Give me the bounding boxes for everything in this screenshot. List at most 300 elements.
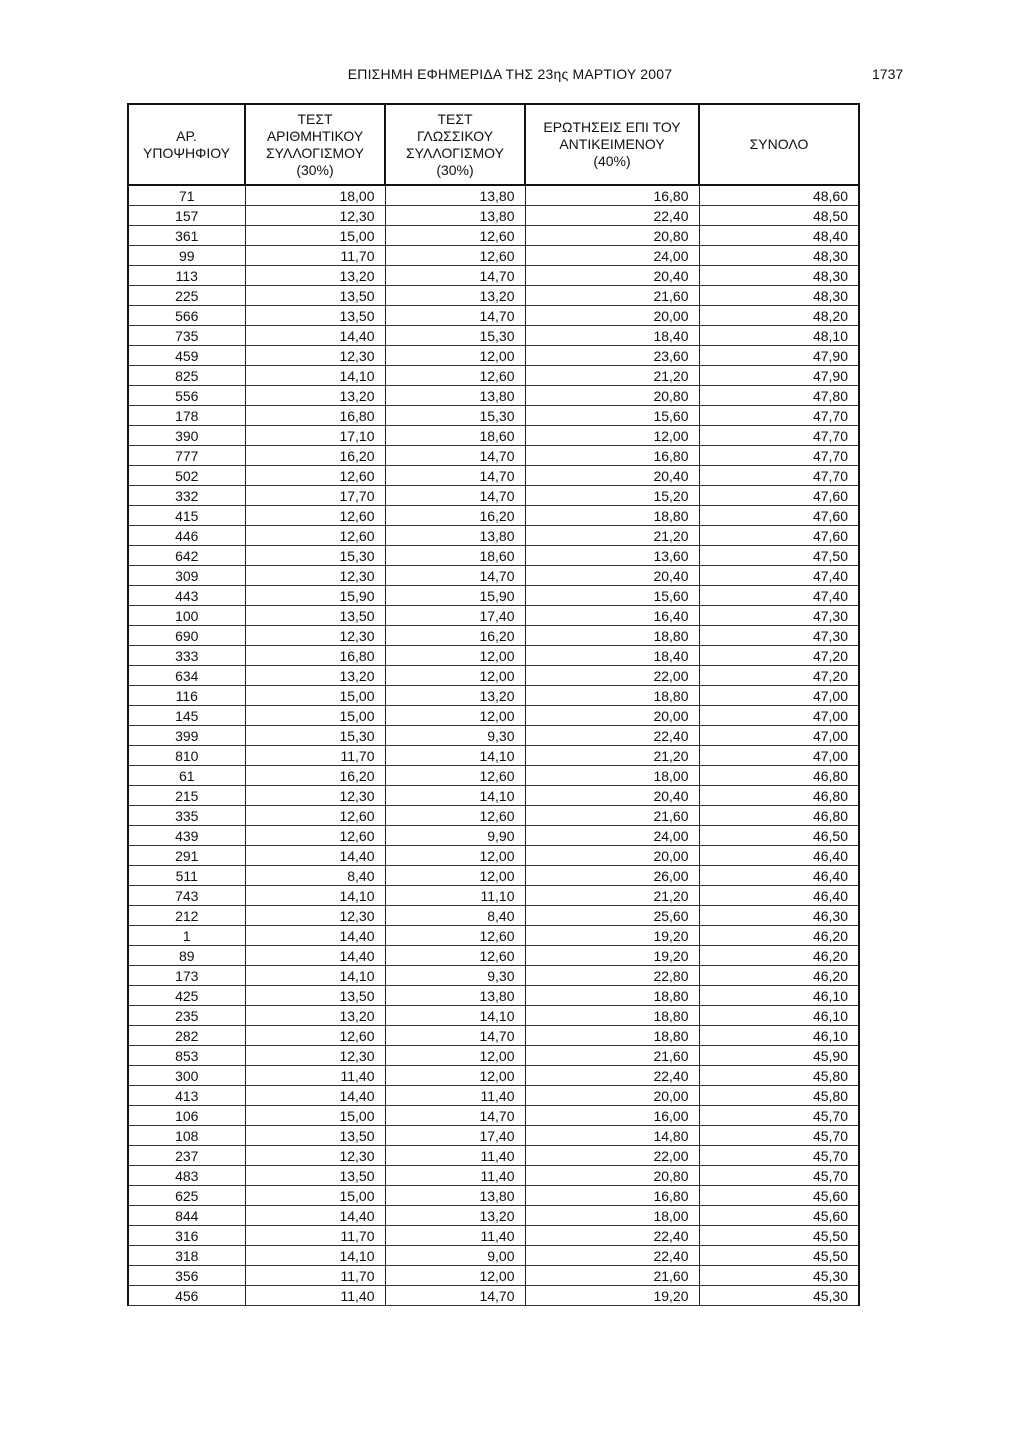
cell-candidate-number: 215 bbox=[128, 786, 245, 806]
table-row bbox=[128, 846, 859, 866]
cell-total-score: 46,50 bbox=[699, 826, 859, 846]
cell-numerical-score: 17,10 bbox=[245, 426, 385, 446]
cell-candidate-number: 356 bbox=[128, 1266, 245, 1286]
cell-verbal-score: 12,60 bbox=[385, 926, 525, 946]
cell-total-score: 48,30 bbox=[699, 246, 859, 266]
cell-numerical-score: 16,80 bbox=[245, 646, 385, 666]
cell-candidate-number: 483 bbox=[128, 1166, 245, 1186]
cell-candidate-number: 690 bbox=[128, 626, 245, 646]
cell-total-score: 47,40 bbox=[699, 586, 859, 606]
cell-subject-score: 20,40 bbox=[525, 466, 699, 486]
cell-subject-score: 22,00 bbox=[525, 666, 699, 686]
cell-numerical-score: 12,60 bbox=[245, 466, 385, 486]
cell-verbal-score: 14,70 bbox=[385, 1286, 525, 1306]
cell-candidate-number: 291 bbox=[128, 846, 245, 866]
cell-subject-score: 22,40 bbox=[525, 1066, 699, 1086]
cell-verbal-score: 12,60 bbox=[385, 246, 525, 266]
cell-candidate-number: 825 bbox=[128, 366, 245, 386]
cell-verbal-score: 13,80 bbox=[385, 386, 525, 406]
cell-candidate-number: 502 bbox=[128, 466, 245, 486]
cell-candidate-number: 844 bbox=[128, 1206, 245, 1226]
cell-subject-score: 18,80 bbox=[525, 506, 699, 526]
cell-candidate-number: 456 bbox=[128, 1286, 245, 1306]
cell-subject-score: 19,20 bbox=[525, 1286, 699, 1306]
table-row bbox=[128, 426, 859, 446]
table-row bbox=[128, 1226, 859, 1246]
cell-verbal-score: 12,00 bbox=[385, 1266, 525, 1286]
cell-numerical-score: 13,20 bbox=[245, 266, 385, 286]
cell-subject-score: 15,20 bbox=[525, 486, 699, 506]
cell-numerical-score: 12,30 bbox=[245, 1046, 385, 1066]
cell-subject-score: 15,60 bbox=[525, 406, 699, 426]
cell-numerical-score: 14,10 bbox=[245, 886, 385, 906]
cell-total-score: 47,00 bbox=[699, 726, 859, 746]
cell-subject-score: 15,60 bbox=[525, 586, 699, 606]
cell-subject-score: 20,00 bbox=[525, 1086, 699, 1106]
cell-total-score: 48,30 bbox=[699, 266, 859, 286]
cell-verbal-score: 12,00 bbox=[385, 1066, 525, 1086]
cell-total-score: 45,60 bbox=[699, 1186, 859, 1206]
cell-total-score: 46,40 bbox=[699, 886, 859, 906]
cell-subject-score: 20,80 bbox=[525, 226, 699, 246]
cell-total-score: 46,30 bbox=[699, 906, 859, 926]
table-row bbox=[128, 1186, 859, 1206]
cell-numerical-score: 13,50 bbox=[245, 986, 385, 1006]
table-row bbox=[128, 966, 859, 986]
cell-numerical-score: 11,70 bbox=[245, 1266, 385, 1286]
cell-candidate-number: 446 bbox=[128, 526, 245, 546]
cell-verbal-score: 14,70 bbox=[385, 1106, 525, 1126]
cell-subject-score: 26,00 bbox=[525, 866, 699, 886]
table-row bbox=[128, 366, 859, 386]
cell-subject-score: 25,60 bbox=[525, 906, 699, 926]
table-row bbox=[128, 1106, 859, 1126]
cell-subject-score: 22,40 bbox=[525, 1246, 699, 1266]
cell-total-score: 48,60 bbox=[699, 185, 859, 206]
table-row bbox=[128, 266, 859, 286]
cell-numerical-score: 12,60 bbox=[245, 826, 385, 846]
cell-verbal-score: 12,60 bbox=[385, 226, 525, 246]
cell-total-score: 46,80 bbox=[699, 766, 859, 786]
cell-verbal-score: 16,20 bbox=[385, 626, 525, 646]
cell-candidate-number: 634 bbox=[128, 666, 245, 686]
cell-numerical-score: 14,40 bbox=[245, 1086, 385, 1106]
cell-subject-score: 20,80 bbox=[525, 1166, 699, 1186]
cell-subject-score: 16,00 bbox=[525, 1106, 699, 1126]
cell-candidate-number: 106 bbox=[128, 1106, 245, 1126]
cell-subject-score: 20,40 bbox=[525, 786, 699, 806]
cell-candidate-number: 566 bbox=[128, 306, 245, 326]
cell-verbal-score: 13,80 bbox=[385, 526, 525, 546]
cell-candidate-number: 332 bbox=[128, 486, 245, 506]
column-header-total: ΣΥΝΟΛΟ bbox=[699, 104, 859, 185]
cell-verbal-score: 14,70 bbox=[385, 446, 525, 466]
cell-verbal-score: 17,40 bbox=[385, 1126, 525, 1146]
cell-subject-score: 18,80 bbox=[525, 1006, 699, 1026]
cell-candidate-number: 333 bbox=[128, 646, 245, 666]
cell-verbal-score: 11,40 bbox=[385, 1226, 525, 1246]
cell-verbal-score: 13,80 bbox=[385, 1186, 525, 1206]
cell-verbal-score: 12,60 bbox=[385, 806, 525, 826]
cell-total-score: 45,50 bbox=[699, 1226, 859, 1246]
cell-total-score: 47,90 bbox=[699, 346, 859, 366]
table-row bbox=[128, 746, 859, 766]
cell-subject-score: 18,80 bbox=[525, 1026, 699, 1046]
cell-numerical-score: 12,30 bbox=[245, 206, 385, 226]
cell-verbal-score: 13,80 bbox=[385, 206, 525, 226]
cell-verbal-score: 9,90 bbox=[385, 826, 525, 846]
cell-total-score: 47,00 bbox=[699, 686, 859, 706]
cell-subject-score: 22,40 bbox=[525, 206, 699, 226]
cell-subject-score: 22,40 bbox=[525, 726, 699, 746]
cell-numerical-score: 16,20 bbox=[245, 766, 385, 786]
cell-verbal-score: 16,20 bbox=[385, 506, 525, 526]
cell-subject-score: 18,00 bbox=[525, 766, 699, 786]
cell-total-score: 45,30 bbox=[699, 1286, 859, 1306]
cell-subject-score: 20,00 bbox=[525, 306, 699, 326]
header-title: ΕΠΙΣΗΜΗ ΕΦΗΜΕΡΙΔΑ ΤΗΣ 23ης ΜΑΡΤΙΟΥ 2007 bbox=[347, 66, 673, 82]
cell-total-score: 45,70 bbox=[699, 1126, 859, 1146]
table-row bbox=[128, 726, 859, 746]
cell-total-score: 46,80 bbox=[699, 786, 859, 806]
cell-candidate-number: 810 bbox=[128, 746, 245, 766]
cell-total-score: 47,00 bbox=[699, 746, 859, 766]
cell-numerical-score: 12,60 bbox=[245, 1026, 385, 1046]
cell-candidate-number: 71 bbox=[128, 185, 245, 206]
cell-numerical-score: 12,60 bbox=[245, 506, 385, 526]
table-row bbox=[128, 466, 859, 486]
table-row bbox=[128, 1046, 859, 1066]
cell-numerical-score: 16,80 bbox=[245, 406, 385, 426]
table-row bbox=[128, 506, 859, 526]
cell-total-score: 45,60 bbox=[699, 1206, 859, 1226]
column-header-subject-questions: ΕΡΩΤΗΣΕΙΣ ΕΠΙ ΤΟΥ ΑΝΤΙΚΕΙΜΕΝΟΥ (40%) bbox=[525, 104, 699, 185]
cell-candidate-number: 625 bbox=[128, 1186, 245, 1206]
table-body bbox=[128, 185, 859, 1306]
cell-verbal-score: 11,40 bbox=[385, 1086, 525, 1106]
cell-numerical-score: 12,30 bbox=[245, 906, 385, 926]
cell-candidate-number: 225 bbox=[128, 286, 245, 306]
cell-total-score: 47,30 bbox=[699, 606, 859, 626]
table-row bbox=[128, 886, 859, 906]
cell-candidate-number: 415 bbox=[128, 506, 245, 526]
cell-numerical-score: 15,90 bbox=[245, 586, 385, 606]
cell-verbal-score: 8,40 bbox=[385, 906, 525, 926]
cell-candidate-number: 399 bbox=[128, 726, 245, 746]
table-row bbox=[128, 406, 859, 426]
cell-verbal-score: 12,60 bbox=[385, 946, 525, 966]
cell-subject-score: 20,40 bbox=[525, 566, 699, 586]
table-row bbox=[128, 646, 859, 666]
table-row bbox=[128, 686, 859, 706]
table-row bbox=[128, 1086, 859, 1106]
cell-total-score: 47,70 bbox=[699, 406, 859, 426]
cell-candidate-number: 108 bbox=[128, 1126, 245, 1146]
cell-subject-score: 13,60 bbox=[525, 546, 699, 566]
cell-total-score: 47,00 bbox=[699, 706, 859, 726]
cell-total-score: 47,80 bbox=[699, 386, 859, 406]
cell-numerical-score: 13,20 bbox=[245, 666, 385, 686]
cell-candidate-number: 318 bbox=[128, 1246, 245, 1266]
cell-verbal-score: 13,20 bbox=[385, 286, 525, 306]
cell-numerical-score: 13,50 bbox=[245, 606, 385, 626]
cell-subject-score: 16,80 bbox=[525, 185, 699, 206]
cell-verbal-score: 17,40 bbox=[385, 606, 525, 626]
cell-subject-score: 20,40 bbox=[525, 266, 699, 286]
cell-candidate-number: 642 bbox=[128, 546, 245, 566]
table-row bbox=[128, 185, 859, 206]
table-row bbox=[128, 806, 859, 826]
table-row bbox=[128, 986, 859, 1006]
cell-subject-score: 21,60 bbox=[525, 1046, 699, 1066]
cell-total-score: 48,10 bbox=[699, 326, 859, 346]
cell-verbal-score: 9,00 bbox=[385, 1246, 525, 1266]
cell-subject-score: 21,60 bbox=[525, 286, 699, 306]
table-row bbox=[128, 566, 859, 586]
cell-candidate-number: 853 bbox=[128, 1046, 245, 1066]
table-row bbox=[128, 666, 859, 686]
cell-candidate-number: 178 bbox=[128, 406, 245, 426]
cell-candidate-number: 459 bbox=[128, 346, 245, 366]
cell-verbal-score: 12,00 bbox=[385, 646, 525, 666]
page-number: 1737 bbox=[872, 66, 904, 82]
cell-total-score: 48,20 bbox=[699, 306, 859, 326]
cell-subject-score: 22,40 bbox=[525, 1226, 699, 1246]
column-header-numerical-test: ΤΕΣΤ ΑΡΙΘΜΗΤΙΚΟΥ ΣΥΛΛΟΓΙΣΜΟΥ (30%) bbox=[245, 104, 385, 185]
cell-verbal-score: 12,00 bbox=[385, 846, 525, 866]
cell-numerical-score: 14,40 bbox=[245, 326, 385, 346]
cell-candidate-number: 212 bbox=[128, 906, 245, 926]
cell-numerical-score: 12,30 bbox=[245, 1146, 385, 1166]
table-row bbox=[128, 1166, 859, 1186]
cell-subject-score: 21,20 bbox=[525, 526, 699, 546]
cell-total-score: 47,40 bbox=[699, 566, 859, 586]
cell-total-score: 46,10 bbox=[699, 1006, 859, 1026]
table-row bbox=[128, 766, 859, 786]
cell-candidate-number: 100 bbox=[128, 606, 245, 626]
cell-numerical-score: 15,00 bbox=[245, 226, 385, 246]
cell-total-score: 45,90 bbox=[699, 1046, 859, 1066]
cell-candidate-number: 1 bbox=[128, 926, 245, 946]
cell-total-score: 46,10 bbox=[699, 986, 859, 1006]
cell-verbal-score: 13,80 bbox=[385, 185, 525, 206]
cell-subject-score: 21,20 bbox=[525, 886, 699, 906]
cell-candidate-number: 556 bbox=[128, 386, 245, 406]
cell-subject-score: 18,80 bbox=[525, 986, 699, 1006]
cell-total-score: 47,60 bbox=[699, 506, 859, 526]
cell-subject-score: 20,80 bbox=[525, 386, 699, 406]
table-row bbox=[128, 866, 859, 886]
cell-subject-score: 20,00 bbox=[525, 846, 699, 866]
table-row bbox=[128, 706, 859, 726]
cell-verbal-score: 14,10 bbox=[385, 746, 525, 766]
cell-numerical-score: 11,70 bbox=[245, 746, 385, 766]
cell-numerical-score: 16,20 bbox=[245, 446, 385, 466]
cell-total-score: 46,40 bbox=[699, 866, 859, 886]
results-table bbox=[127, 103, 860, 1306]
table-row bbox=[128, 1126, 859, 1146]
table-row bbox=[128, 926, 859, 946]
table-row bbox=[128, 226, 859, 246]
cell-verbal-score: 12,00 bbox=[385, 866, 525, 886]
cell-verbal-score: 14,70 bbox=[385, 1026, 525, 1046]
cell-candidate-number: 99 bbox=[128, 246, 245, 266]
table-row bbox=[128, 486, 859, 506]
cell-verbal-score: 12,00 bbox=[385, 346, 525, 366]
table-row bbox=[128, 906, 859, 926]
cell-numerical-score: 12,30 bbox=[245, 626, 385, 646]
cell-verbal-score: 11,10 bbox=[385, 886, 525, 906]
cell-verbal-score: 9,30 bbox=[385, 726, 525, 746]
cell-verbal-score: 14,10 bbox=[385, 1006, 525, 1026]
cell-numerical-score: 11,40 bbox=[245, 1066, 385, 1086]
cell-numerical-score: 14,10 bbox=[245, 1246, 385, 1266]
table-row bbox=[128, 1146, 859, 1166]
cell-verbal-score: 12,00 bbox=[385, 706, 525, 726]
cell-numerical-score: 15,00 bbox=[245, 686, 385, 706]
cell-numerical-score: 14,40 bbox=[245, 1206, 385, 1226]
cell-verbal-score: 13,20 bbox=[385, 1206, 525, 1226]
cell-verbal-score: 13,20 bbox=[385, 686, 525, 706]
cell-candidate-number: 237 bbox=[128, 1146, 245, 1166]
cell-candidate-number: 173 bbox=[128, 966, 245, 986]
cell-candidate-number: 235 bbox=[128, 1006, 245, 1026]
cell-numerical-score: 11,70 bbox=[245, 246, 385, 266]
cell-subject-score: 24,00 bbox=[525, 826, 699, 846]
cell-subject-score: 14,80 bbox=[525, 1126, 699, 1146]
cell-candidate-number: 316 bbox=[128, 1226, 245, 1246]
cell-verbal-score: 14,70 bbox=[385, 266, 525, 286]
table-row bbox=[128, 326, 859, 346]
table-row bbox=[128, 1266, 859, 1286]
table-row bbox=[128, 246, 859, 266]
cell-subject-score: 22,00 bbox=[525, 1146, 699, 1166]
cell-total-score: 46,40 bbox=[699, 846, 859, 866]
column-header-verbal-test: ΤΕΣΤ ΓΛΩΣΣΙΚΟΥ ΣΥΛΛΟΓΙΣΜΟΥ (30%) bbox=[385, 104, 525, 185]
cell-total-score: 47,60 bbox=[699, 486, 859, 506]
cell-numerical-score: 11,40 bbox=[245, 1286, 385, 1306]
cell-verbal-score: 14,70 bbox=[385, 566, 525, 586]
cell-subject-score: 21,60 bbox=[525, 1266, 699, 1286]
cell-subject-score: 12,00 bbox=[525, 426, 699, 446]
table-row bbox=[128, 346, 859, 366]
cell-total-score: 45,30 bbox=[699, 1266, 859, 1286]
table-row bbox=[128, 946, 859, 966]
cell-numerical-score: 15,30 bbox=[245, 546, 385, 566]
cell-subject-score: 16,80 bbox=[525, 1186, 699, 1206]
cell-numerical-score: 11,70 bbox=[245, 1226, 385, 1246]
cell-numerical-score: 14,40 bbox=[245, 926, 385, 946]
cell-verbal-score: 14,70 bbox=[385, 306, 525, 326]
cell-numerical-score: 15,00 bbox=[245, 1186, 385, 1206]
cell-total-score: 45,70 bbox=[699, 1146, 859, 1166]
cell-subject-score: 18,80 bbox=[525, 626, 699, 646]
table-row bbox=[128, 786, 859, 806]
cell-verbal-score: 15,30 bbox=[385, 326, 525, 346]
table-row bbox=[128, 386, 859, 406]
cell-subject-score: 18,80 bbox=[525, 686, 699, 706]
cell-candidate-number: 61 bbox=[128, 766, 245, 786]
table-row bbox=[128, 606, 859, 626]
cell-total-score: 47,70 bbox=[699, 466, 859, 486]
cell-verbal-score: 15,90 bbox=[385, 586, 525, 606]
cell-total-score: 47,30 bbox=[699, 626, 859, 646]
cell-verbal-score: 12,00 bbox=[385, 666, 525, 686]
cell-candidate-number: 390 bbox=[128, 426, 245, 446]
cell-verbal-score: 14,70 bbox=[385, 486, 525, 506]
cell-total-score: 47,60 bbox=[699, 526, 859, 546]
cell-verbal-score: 13,80 bbox=[385, 986, 525, 1006]
column-header-candidate-number: ΑΡ. ΥΠΟΨΗΦΙΟΥ bbox=[128, 104, 245, 185]
cell-verbal-score: 15,30 bbox=[385, 406, 525, 426]
page-header bbox=[0, 66, 1024, 86]
cell-total-score: 45,70 bbox=[699, 1166, 859, 1186]
table-row bbox=[128, 546, 859, 566]
cell-subject-score: 18,40 bbox=[525, 646, 699, 666]
cell-subject-score: 24,00 bbox=[525, 246, 699, 266]
cell-numerical-score: 14,10 bbox=[245, 366, 385, 386]
table-row bbox=[128, 1206, 859, 1226]
header-row bbox=[128, 104, 859, 185]
cell-subject-score: 20,00 bbox=[525, 706, 699, 726]
cell-subject-score: 22,80 bbox=[525, 966, 699, 986]
table-row bbox=[128, 1026, 859, 1046]
cell-numerical-score: 13,20 bbox=[245, 1006, 385, 1026]
table-row bbox=[128, 586, 859, 606]
cell-total-score: 46,20 bbox=[699, 926, 859, 946]
cell-candidate-number: 145 bbox=[128, 706, 245, 726]
cell-verbal-score: 14,10 bbox=[385, 786, 525, 806]
cell-total-score: 48,40 bbox=[699, 226, 859, 246]
table-row bbox=[128, 286, 859, 306]
cell-candidate-number: 116 bbox=[128, 686, 245, 706]
cell-numerical-score: 17,70 bbox=[245, 486, 385, 506]
cell-subject-score: 21,20 bbox=[525, 366, 699, 386]
table-row bbox=[128, 306, 859, 326]
cell-total-score: 45,50 bbox=[699, 1246, 859, 1266]
table-row bbox=[128, 826, 859, 846]
cell-total-score: 47,70 bbox=[699, 426, 859, 446]
cell-numerical-score: 13,50 bbox=[245, 286, 385, 306]
cell-candidate-number: 335 bbox=[128, 806, 245, 826]
cell-numerical-score: 13,50 bbox=[245, 1126, 385, 1146]
cell-verbal-score: 14,70 bbox=[385, 466, 525, 486]
cell-subject-score: 21,60 bbox=[525, 806, 699, 826]
cell-candidate-number: 157 bbox=[128, 206, 245, 226]
cell-numerical-score: 15,00 bbox=[245, 706, 385, 726]
cell-subject-score: 18,40 bbox=[525, 326, 699, 346]
cell-total-score: 47,90 bbox=[699, 366, 859, 386]
cell-total-score: 47,70 bbox=[699, 446, 859, 466]
cell-numerical-score: 14,10 bbox=[245, 966, 385, 986]
cell-total-score: 47,20 bbox=[699, 666, 859, 686]
cell-total-score: 45,80 bbox=[699, 1086, 859, 1106]
cell-numerical-score: 15,00 bbox=[245, 1106, 385, 1126]
cell-subject-score: 23,60 bbox=[525, 346, 699, 366]
cell-verbal-score: 12,60 bbox=[385, 766, 525, 786]
cell-candidate-number: 361 bbox=[128, 226, 245, 246]
cell-total-score: 47,50 bbox=[699, 546, 859, 566]
table-row bbox=[128, 1006, 859, 1026]
table-row bbox=[128, 1066, 859, 1086]
cell-numerical-score: 12,60 bbox=[245, 806, 385, 826]
cell-numerical-score: 12,60 bbox=[245, 526, 385, 546]
cell-total-score: 46,80 bbox=[699, 806, 859, 826]
cell-numerical-score: 15,30 bbox=[245, 726, 385, 746]
table-row bbox=[128, 626, 859, 646]
table-row bbox=[128, 1246, 859, 1266]
cell-numerical-score: 13,20 bbox=[245, 386, 385, 406]
